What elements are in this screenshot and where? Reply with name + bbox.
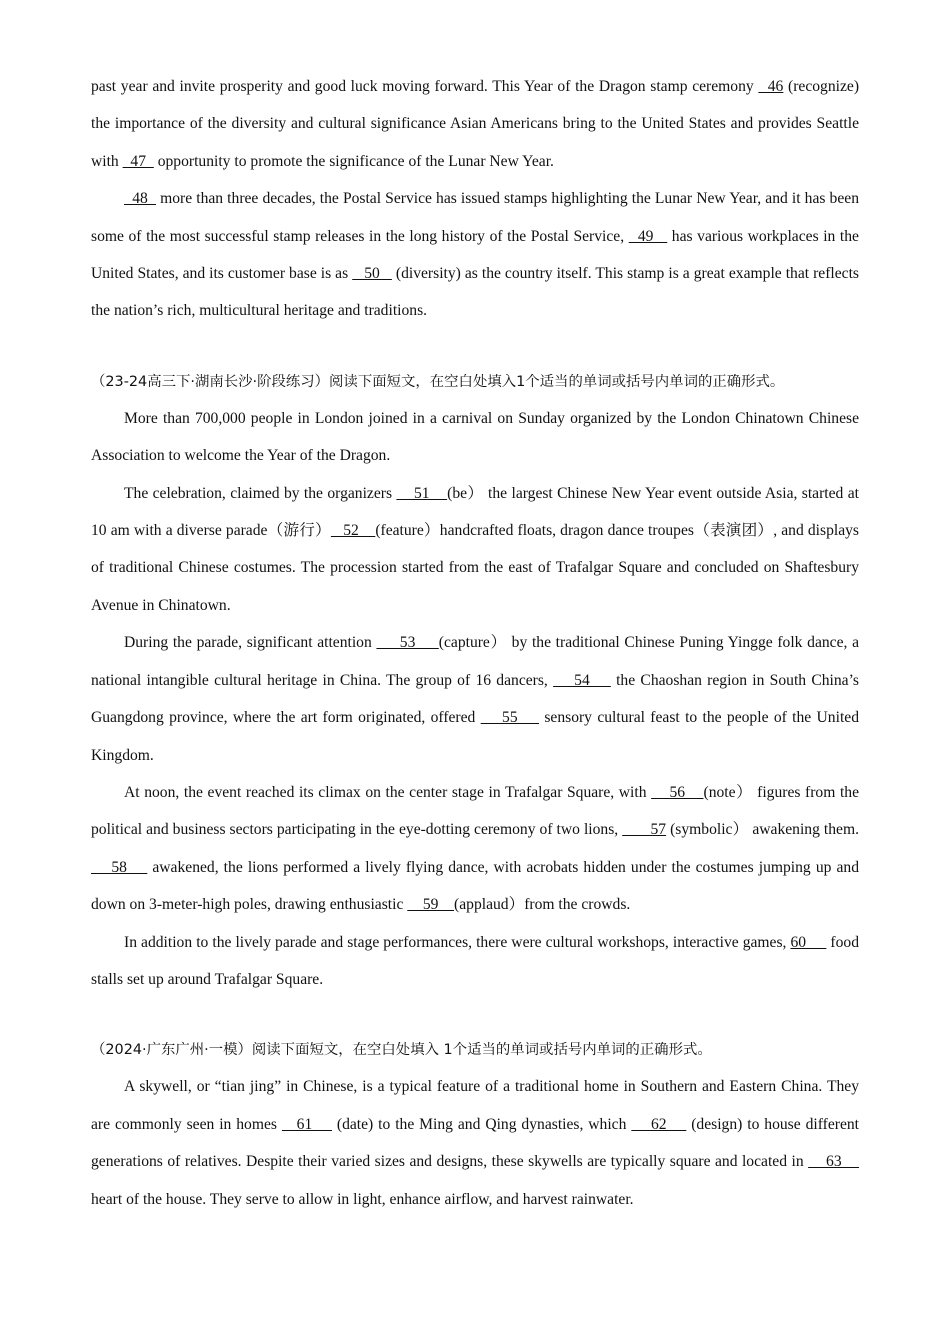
text: food stalls set up around Trafalgar Square. xyxy=(91,933,859,988)
text: past year and invite prosperity and good luck moving forward. This Year of the Dragon stamp ceremony xyxy=(91,78,759,95)
text: (design) to house different generations of relatives. Despite their varied sizes and designs, these skywells are typically square and located in xyxy=(91,1115,859,1171)
document-page xyxy=(91,68,859,1218)
blank-61: 61 xyxy=(281,1115,332,1133)
blank-47: 47 xyxy=(122,152,154,170)
blank-46: 46 xyxy=(758,78,784,95)
text: (diversity) as the country itself. This stamp is a great example that reflects the nation’s rich, multicultural heritage and traditions. xyxy=(91,265,859,320)
passage2-paragraph-3 xyxy=(91,624,859,774)
passage3-paragraph-1 xyxy=(91,1068,859,1218)
blank-50: 50 xyxy=(352,265,392,283)
text: opportunity to promote the significance of the Lunar New Year. xyxy=(153,152,554,170)
text: (note） figures from the political and business sectors participating in the eye-dotting ceremony of two lions, xyxy=(91,783,859,839)
passage2-header: （23-24高三下·湖南长沙·阶段练习）阅读下面短文，在空白处填入1个适当的单词或括号内单词的正确形式。 xyxy=(91,373,785,390)
section-gap xyxy=(91,998,859,1032)
blank-62: 62 xyxy=(631,1115,687,1133)
text: (applaud）from the crowds. xyxy=(454,896,631,914)
text: During the parade, significant attention xyxy=(124,634,377,652)
passage2-paragraph-5 xyxy=(91,924,859,999)
blank-59: 59 xyxy=(407,896,455,914)
blank-56: 56 xyxy=(651,783,704,801)
text: (recognize) the importance of the diversity and cultural significance Asian Americans bring to the United States and provides Seattle with xyxy=(91,78,860,170)
text: At noon, the event reached its climax on the center stage in Trafalgar Square, with xyxy=(124,783,652,801)
passage2-paragraph-1: More than 700,000 people in London joined in a carnival on Sunday organized by the London Chinatown Chinese Association to welcome the Year of the Dragon. xyxy=(91,409,859,465)
passage1-paragraph-2 xyxy=(91,180,859,330)
text: more than three decades, the Postal Service has issued stamps highlighting the Lunar New Year, and it has been some of the most successful stamp releases in the long history of the Postal Service, xyxy=(91,190,859,245)
text: sensory cultural feast to the people of the United Kingdom. xyxy=(91,709,859,764)
text: (symbolic） awakening them. xyxy=(666,821,859,839)
passage2-paragraph-2 xyxy=(91,475,859,625)
blank-48: 48 xyxy=(124,190,156,208)
blank-58: 58 xyxy=(91,858,148,876)
blank-51: 51 xyxy=(396,484,448,502)
text: heart of the house. They serve to allow in light, enhance airflow, and harvest rainwater. xyxy=(91,1190,634,1208)
text: has various workplaces in the United States, and its customer base is as xyxy=(91,227,859,283)
passage3-header: （2024·广东广州·一模）阅读下面短文，在空白处填入 1个适当的单词或括号内单词的正确形式。 xyxy=(91,1042,712,1059)
text: awakened, the lions performed a lively flying dance, with acrobats hidden under the costumes jumping up and down on 3-meter-high poles, drawing enthusiastic xyxy=(91,858,860,914)
text: (feature）handcrafted floats, dragon dance troupes（表演团）, and displays of traditional Chinese costumes. The procession started from the east of Trafalgar Square and concluded on Shaftesbury Avenue in Chinatown. xyxy=(91,522,859,614)
text: (date) to the Ming and Qing dynasties, which xyxy=(331,1115,632,1133)
blank-52: 52 xyxy=(330,522,376,540)
text: The celebration, claimed by the organizers xyxy=(124,484,397,502)
text: In addition to the lively parade and stage performances, there were cultural workshops, interactive games, xyxy=(124,933,791,951)
blank-54: 54 xyxy=(553,671,611,689)
blank-55: 55 xyxy=(480,709,539,727)
blank-53: 53 xyxy=(376,634,439,652)
blank-60: 60 xyxy=(790,933,827,951)
blank-49: 49 xyxy=(628,227,668,245)
text: the Chaoshan region in South China’s Guangdong province, where the art form originated, offered xyxy=(91,671,859,727)
text: (be） the largest Chinese New Year event outside Asia, started at 10 am with a diverse parade（游行） xyxy=(91,484,859,540)
blank-63: 63 xyxy=(808,1153,860,1171)
text: (capture） by the traditional Chinese Puning Yingge folk dance, a national intangible cultural heritage in China. The group of 16 dancers, xyxy=(91,634,859,689)
blank-57: 57 xyxy=(622,821,667,839)
passage2-paragraph-4 xyxy=(91,774,859,924)
text: A skywell, or “tian jing” in Chinese, is a typical feature of a traditional home in Southern and Eastern China. They are commonly seen in homes xyxy=(91,1078,859,1133)
passage1-paragraph-1 xyxy=(91,68,859,180)
section-gap xyxy=(91,330,859,364)
